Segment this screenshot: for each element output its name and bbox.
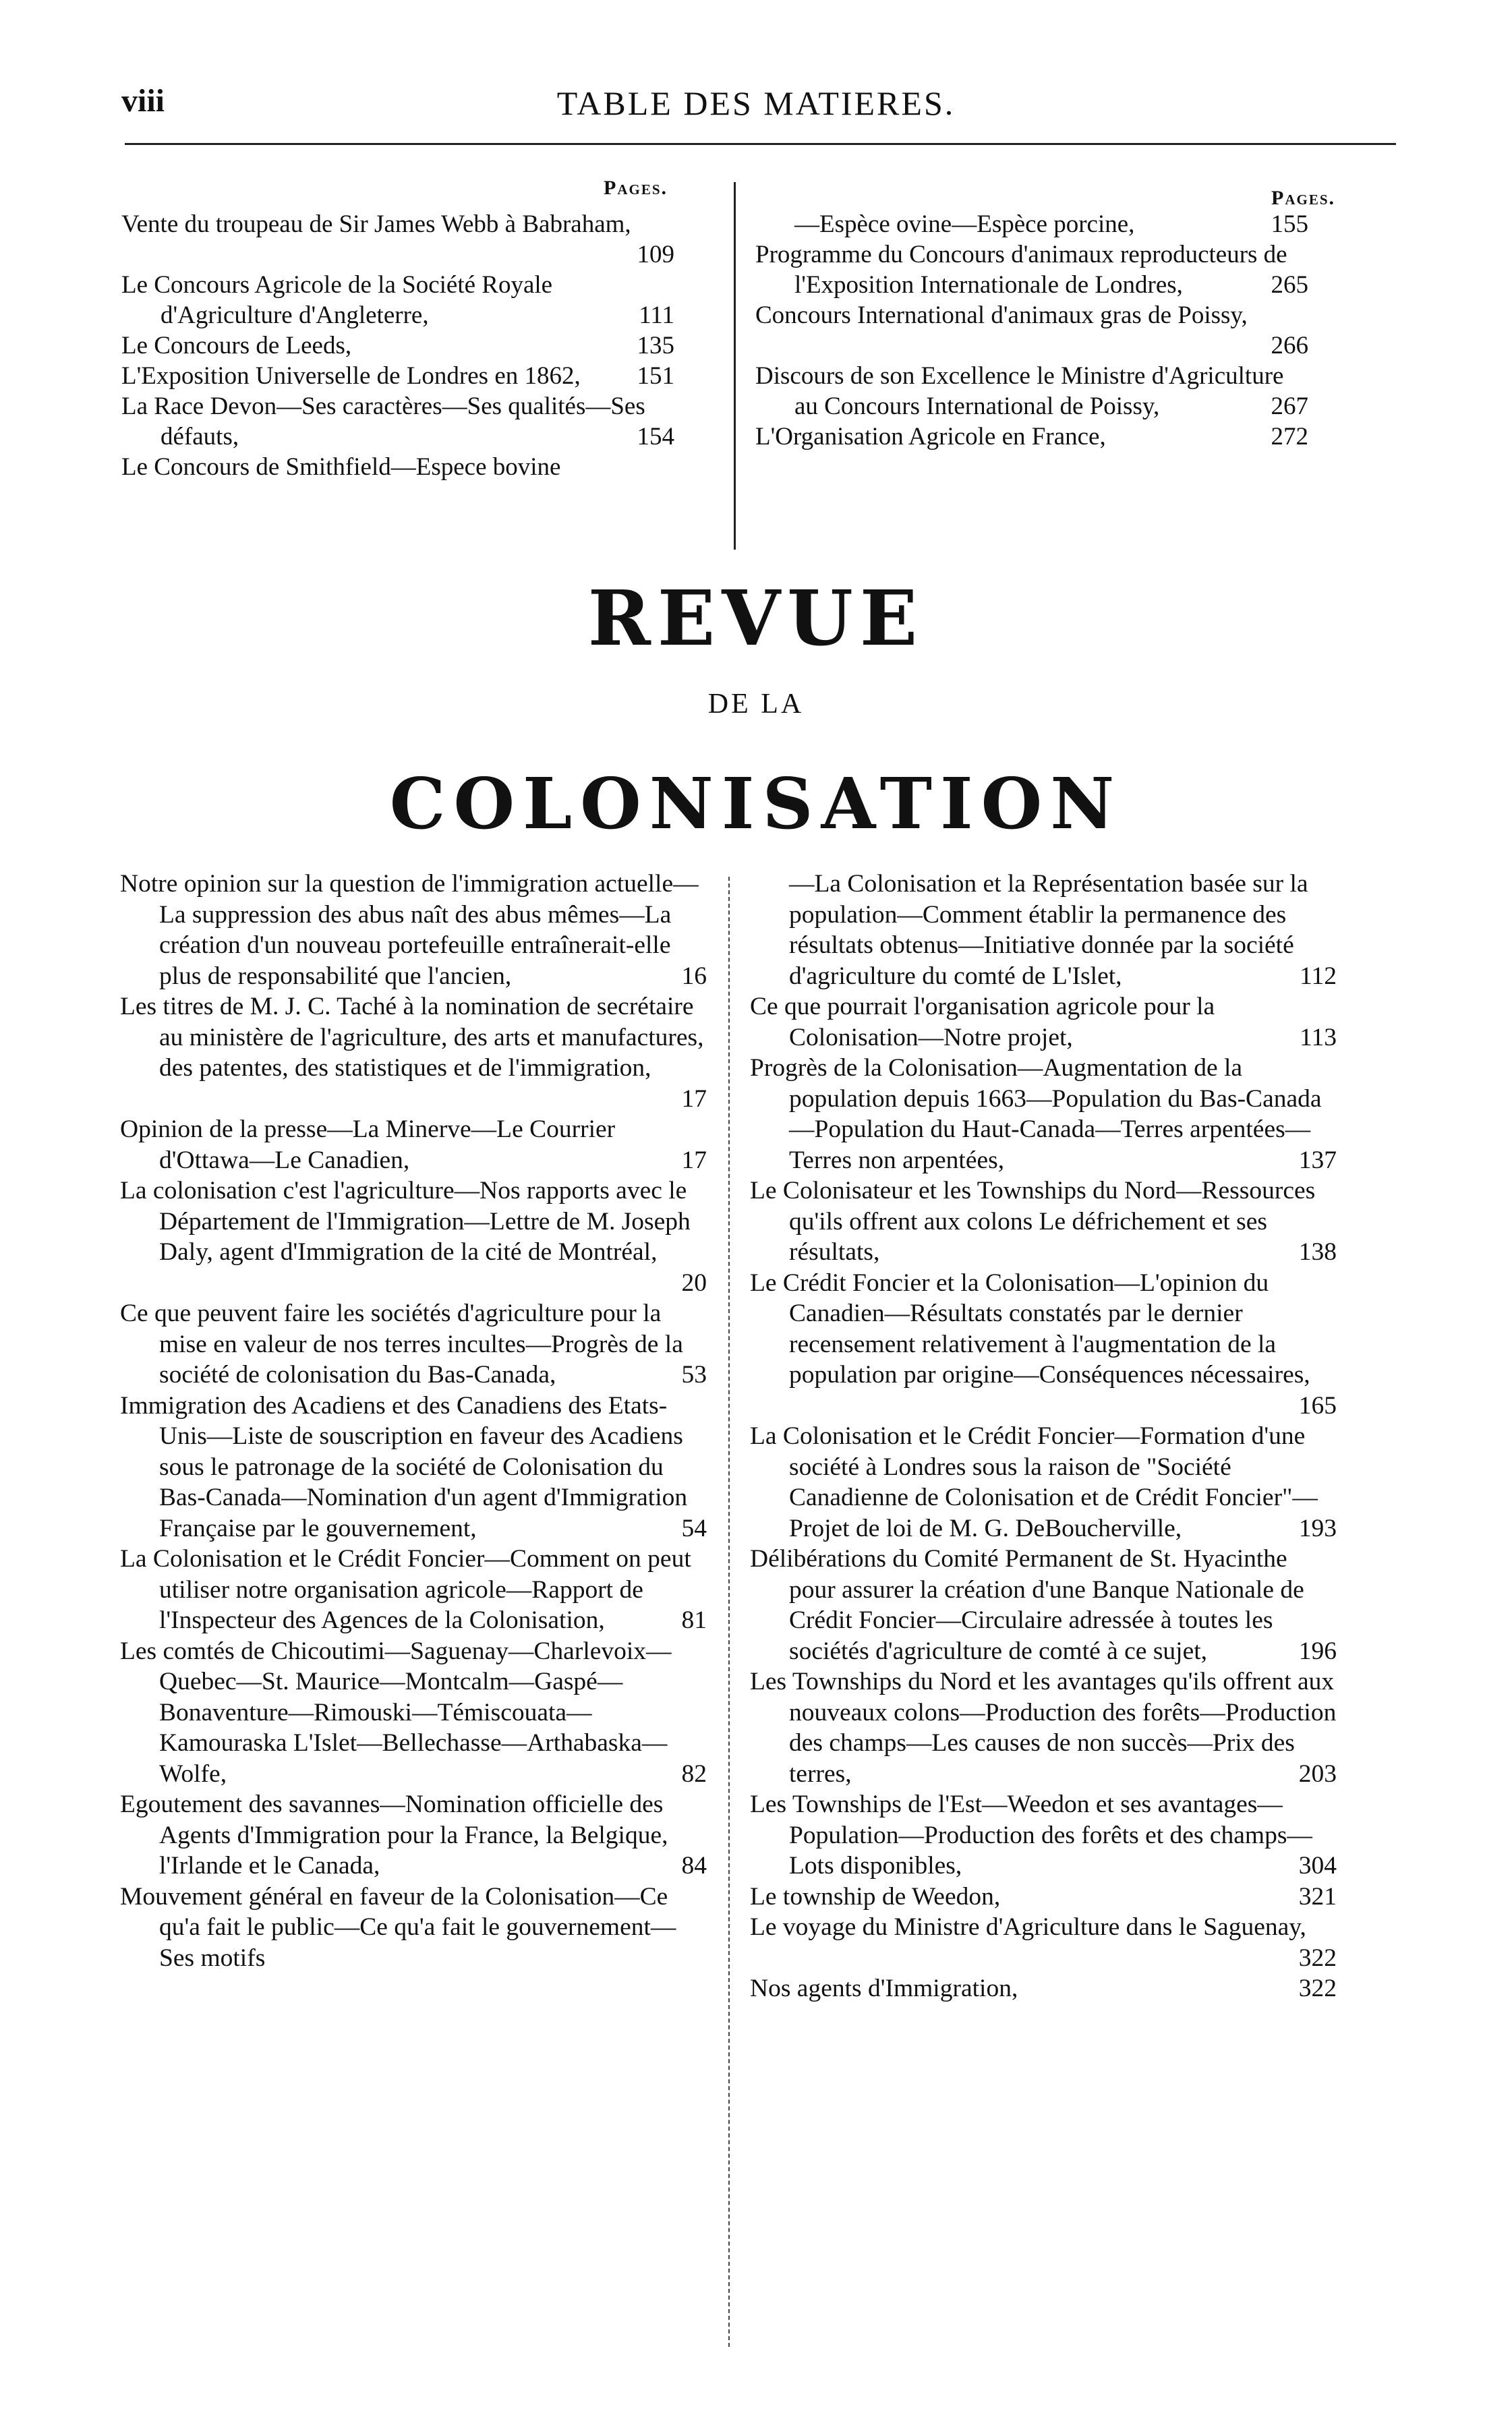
toc-entry: [121, 270, 674, 330]
toc-entry: [121, 330, 674, 361]
toc-entry: [750, 1053, 1337, 1175]
toc-entry-page: 137: [1292, 1145, 1337, 1176]
toc-entry-text: L'Exposition Universelle de Londres en 1862,: [121, 362, 581, 390]
toc-entry: [750, 991, 1337, 1053]
toc-entry-page: 321: [1292, 1882, 1337, 1913]
toc-entry-page: 135: [631, 330, 675, 361]
toc-entry-text: Le voyage du Ministre d'Agriculture dans le Saguenay,: [750, 1913, 1306, 1941]
toc-entry: [120, 869, 707, 991]
toc-entry-text: L'Organisation Agricole en France,: [755, 423, 1106, 450]
toc-entry: [120, 1636, 707, 1790]
toc-entry-page: 81: [675, 1605, 707, 1636]
toc-entry-text: Le Concours de Smithfield—Espece bovine: [121, 453, 561, 481]
toc-entry-text: Le Crédit Foncier et la Colonisation—L'opinion du Canadien—Résultats constatés par le dernier recensement relativement à l'augmentation de la population par origine—Conséquences nécessaires,: [750, 1269, 1310, 1389]
toc-entry-text: Concours International d'animaux gras de Poissy,: [755, 301, 1248, 329]
toc-entry-page: 304: [1292, 1851, 1337, 1882]
toc-entry: [750, 1544, 1337, 1666]
toc-entry-text: Le Colonisateur et les Townships du Nord—Ressources qu'ils offrent aux colons Le défrichement et ses résultats,: [750, 1177, 1316, 1266]
toc-entry-text: Ce que peuvent faire les sociétés d'agriculture pour la mise en valeur de nos terres incultes—Progrès de la société de colonisation du Bas-Canada,: [120, 1300, 683, 1389]
pages-label-left: Pages.: [604, 177, 668, 199]
toc-entry-page: 203: [1292, 1759, 1337, 1790]
toc-entry: [120, 991, 707, 1114]
page-header: [0, 0, 1512, 135]
toc-entry: [750, 1973, 1337, 2004]
column-divider-top: [734, 182, 736, 550]
toc-entry: [755, 300, 1308, 361]
toc-entry-page: 54: [675, 1513, 707, 1544]
toc-entry-page: 165: [1292, 1391, 1337, 1422]
toc-entry-page: 17: [675, 1145, 707, 1176]
toc-entry-page: 53: [675, 1360, 707, 1391]
toc-entry: [750, 1789, 1337, 1882]
toc-entry: [750, 1175, 1337, 1268]
toc-entry: [120, 1789, 707, 1882]
toc-entry-page: 111: [632, 300, 674, 330]
section-title-revue: REVUE: [587, 575, 925, 663]
toc-entry-text: Immigration des Acadiens et des Canadiens des Etats-Unis—Liste de souscription en faveur des Acadiens sous le patronage de la société de Colonisation du Bas-Canada—Nomination d'un agent d'Immigration Française par le gouvernement,: [120, 1391, 688, 1542]
toc-entry-page: 151: [631, 361, 675, 391]
toc-entry: [120, 1298, 707, 1391]
toc-entry: [750, 1666, 1337, 1789]
toc-entry-text: Les Townships du Nord et les avantages qu'ils offrent aux nouveaux colons—Production des forêts—Production des champs—Les causes de non succès—Prix des terres,: [750, 1668, 1337, 1788]
toc-entry: [750, 1268, 1337, 1422]
toc-entry: [121, 452, 674, 482]
toc-entry-text: La Race Devon—Ses caractères—Ses qualités—Ses défauts,: [121, 393, 645, 450]
toc-entry: [120, 1882, 707, 1974]
toc-entry: [121, 361, 674, 391]
toc-entry-page: 272: [1264, 421, 1309, 452]
toc-entry-text: Délibérations du Comité Permanent de St. Hyacinthe pour assurer la création d'une Banque Nationale de Crédit Foncier—Circulaire adressée à toutes les sociétés d'agriculture de comté à ce sujet,: [750, 1545, 1304, 1665]
toc-entry-page: 266: [1264, 330, 1309, 361]
toc-entry-text: —Espèce ovine—Espèce porcine,: [794, 210, 1135, 238]
toc-entry-text: Les titres de M. J. C. Taché à la nomination de secrétaire au ministère de l'agriculture, des arts et manufactures, des patentes, des statistiques et de l'immigration,: [120, 993, 704, 1082]
toc-entry-page: 155: [1264, 209, 1309, 239]
toc-entry-text: Egoutement des savannes—Nomination officielle des Agents d'Immigration pour la France, la Belgique, l'Irlande et le Canada,: [120, 1791, 668, 1880]
toc-entry: [750, 1421, 1337, 1544]
toc-entry-page: 20: [675, 1268, 707, 1299]
main-left-column: [120, 869, 707, 1973]
toc-entry-text: La colonisation c'est l'agriculture—Nos rapports avec le Département de l'Immigration—Lettre de M. Joseph Daly, agent d'Immigration de la cité de Montréal,: [120, 1177, 691, 1266]
toc-entry: [120, 1391, 707, 1544]
toc-entry-page: 322: [1292, 1973, 1337, 2004]
toc-entry-text: Le Concours de Leeds,: [121, 332, 352, 359]
page-number: viii: [121, 83, 165, 119]
toc-entry-page: 196: [1292, 1636, 1337, 1667]
pages-label-right: Pages.: [1271, 187, 1336, 209]
toc-entry-text: Vente du troupeau de Sir James Webb à Babraham,: [121, 210, 631, 238]
toc-entry-text: Opinion de la presse—La Minerve—Le Courrier d'Ottawa—Le Canadien,: [120, 1115, 616, 1174]
toc-entry-page: 322: [1292, 1943, 1337, 1974]
toc-entry-text: —La Colonisation et la Représentation basée sur la population—Comment établir la permanence des résultats obtenus—Initiative donnée par la société d'agriculture du comté de L'Islet,: [789, 870, 1308, 990]
header-rule: [125, 143, 1396, 145]
toc-entry: [120, 1544, 707, 1636]
toc-entry-page: 138: [1292, 1237, 1337, 1268]
toc-entry: [120, 1114, 707, 1175]
toc-entry-text: Mouvement général en faveur de la Colonisation—Ce qu'a fait le public—Ce qu'a fait le gouvernement—Ses motifs: [120, 1882, 676, 1972]
running-title: TABLE DES MATIERES.: [556, 84, 956, 122]
toc-entry-text: Les Townships de l'Est—Weedon et ses avantages—Population—Production des forêts et des champs—Lots disponibles,: [750, 1791, 1312, 1880]
toc-entry-page: 84: [675, 1851, 707, 1882]
toc-entry-page: 109: [631, 239, 675, 270]
toc-entry-text: Ce que pourrait l'organisation agricole pour la Colonisation—Notre projet,: [750, 993, 1215, 1051]
toc-entry: [120, 1175, 707, 1298]
section-title-colonisation: COLONISATION: [389, 762, 1123, 845]
toc-entry-text: Le Concours Agricole de la Société Royale d'Agriculture d'Angleterre,: [121, 271, 553, 329]
toc-entry-page: 267: [1264, 391, 1309, 421]
section-title-de-la: DE LA: [707, 689, 805, 720]
toc-entry-text: Le township de Weedon,: [750, 1882, 1001, 1911]
toc-entry: [121, 391, 674, 452]
toc-entry-text: Les comtés de Chicoutimi—Saguenay—Charlevoix—Quebec—St. Maurice—Montcalm—Gaspé—Bonaventure—Rimouski—Témiscouata—Kamouraska L'Islet—Bellechasse—Arthabaska—Wolfe,: [120, 1637, 672, 1788]
toc-entry-text: Programme du Concours d'animaux reproducteurs de l'Exposition Internationale de Londres,: [755, 241, 1287, 299]
toc-entry-text: Progrès de la Colonisation—Augmentation de la population depuis 1663—Population du Bas-Canada—Population du Haut-Canada—Terres arpentées—Terres non arpentées,: [750, 1054, 1322, 1174]
toc-entry-page: 17: [675, 1084, 707, 1115]
toc-entry-text: La Colonisation et le Crédit Foncier—Comment on peut utiliser notre organisation agricole—Rapport de l'Inspecteur des Agences de la Colonisation,: [120, 1545, 691, 1634]
toc-entry-page: 16: [675, 961, 707, 992]
toc-entry: [750, 1912, 1337, 1973]
toc-entry-text: Nos agents d'Immigration,: [750, 1975, 1018, 2002]
toc-entry: [755, 421, 1308, 452]
toc-entry-text: Notre opinion sur la question de l'immigration actuelle—La suppression des abus naît des abus mêmes—La création d'un nouveau portefeuille entraînerait-elle plus de responsabilité que l'ancien,: [120, 870, 699, 990]
toc-entry: [755, 361, 1308, 421]
column-divider-main: [728, 877, 730, 2347]
toc-entry-text: Discours de son Excellence le Ministre d'Agriculture au Concours International de Poissy,: [755, 362, 1284, 420]
toc-entry: [750, 869, 1337, 991]
toc-entry-page: 112: [1293, 961, 1337, 992]
toc-entry-page: 82: [675, 1759, 707, 1790]
toc-entry-page: 265: [1264, 270, 1309, 300]
toc-entry-page: 113: [1293, 1022, 1337, 1053]
toc-entry-page: 154: [631, 421, 675, 452]
main-right-column: [750, 869, 1337, 2004]
toc-entry-page: 193: [1292, 1513, 1337, 1544]
top-right-column: [755, 209, 1308, 452]
top-left-column: [121, 209, 674, 482]
toc-entry-text: La Colonisation et le Crédit Foncier—Formation d'une société à Londres sous la raison de "Société Canadienne de Colonisation et de Crédit Foncier"—Projet de loi de M. G. DeBoucherville,: [750, 1422, 1318, 1542]
toc-entry: [750, 1882, 1337, 1913]
toc-entry: [121, 209, 674, 270]
toc-entry: [755, 239, 1308, 300]
toc-entry: [755, 209, 1308, 239]
